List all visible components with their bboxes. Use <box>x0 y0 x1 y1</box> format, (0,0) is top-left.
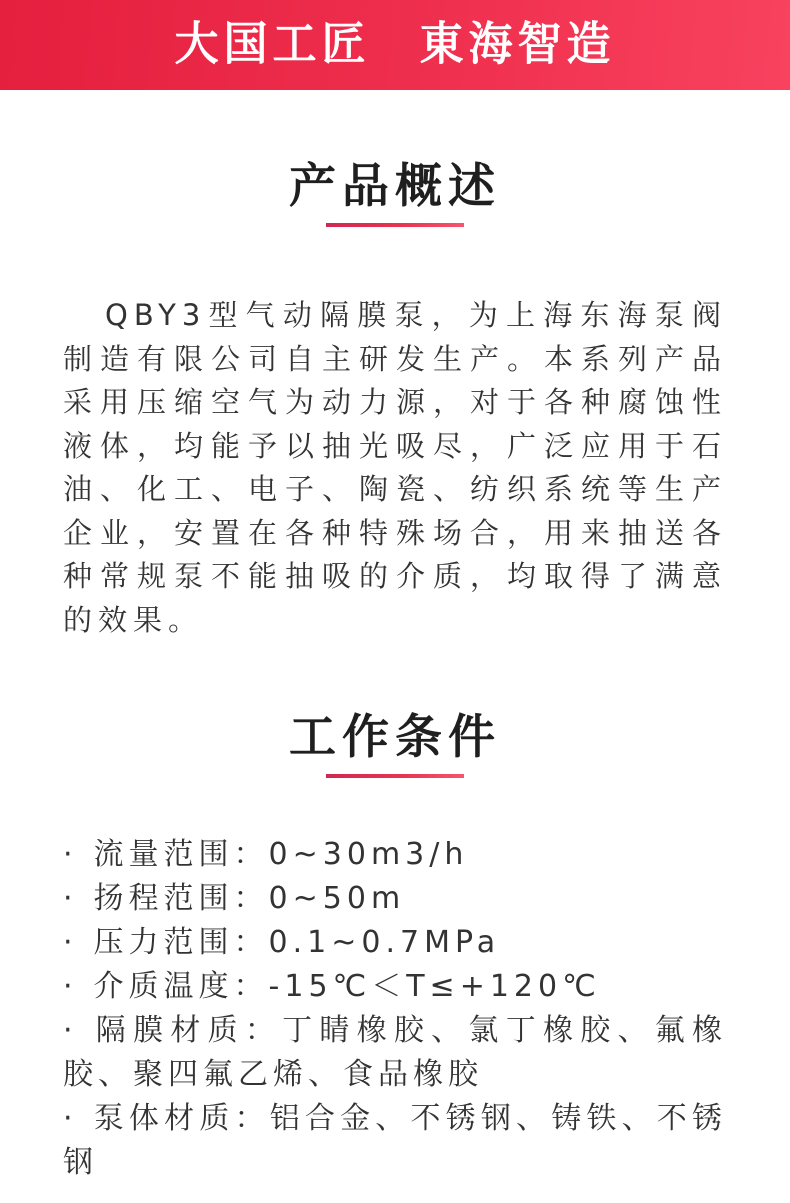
banner-title: 大国工匠 東海智造 <box>174 17 616 72</box>
condition-item-head <box>63 877 727 921</box>
section-overview <box>0 159 790 642</box>
condition-item-pressure <box>63 921 727 965</box>
bullet-dot: · <box>63 837 78 872</box>
working-conditions-title: 工作条件 <box>289 710 501 765</box>
condition-item-diaphragm-material <box>63 1009 727 1097</box>
bullet-dot: · <box>63 925 78 960</box>
overview-paragraph: QBY3型气动隔膜泵，为上海东海泵阀制造有限公司自主研发生产。本系列产品采用压缩空气为动力源，对于各种腐蚀性液体，均能予以抽光吸尽，广泛应用于石油、化工、电子、陶瓷、纺织系统等生产企业，安置在各种特殊场合，用来抽送各种常规泵不能抽吸的介质，均取得了满意的效果。 <box>63 298 727 637</box>
condition-item-body-material <box>63 1097 727 1185</box>
bullet-dot: · <box>63 1013 78 1048</box>
banner <box>0 0 790 90</box>
condition-text: 泵体材质：铝合金、不锈钢、铸铁、不锈钢 <box>63 1101 727 1180</box>
bullet-dot: · <box>63 1101 78 1136</box>
overview-title: 产品概述 <box>289 159 501 214</box>
condition-text: 压力范围：0.1~0.7MPa <box>93 925 501 960</box>
bullet-dot: · <box>63 969 78 1004</box>
bullet-dot: · <box>63 881 78 916</box>
overview-title-underline <box>326 223 464 227</box>
condition-text: 扬程范围：0~50m <box>93 881 406 916</box>
condition-text: 介质温度：-15℃＜T≤+120℃ <box>93 969 601 1004</box>
condition-text: 隔膜材质：丁睛橡胶、氯丁橡胶、氟橡胶、聚四氟乙烯、食品橡胶 <box>63 1013 727 1092</box>
condition-list <box>63 833 727 1185</box>
working-conditions-title-underline <box>326 774 464 778</box>
section-working-conditions <box>0 710 790 1185</box>
condition-item-flow <box>63 833 727 877</box>
condition-item-temperature <box>63 965 727 1009</box>
condition-text: 流量范围：0~30m3/h <box>93 837 469 872</box>
